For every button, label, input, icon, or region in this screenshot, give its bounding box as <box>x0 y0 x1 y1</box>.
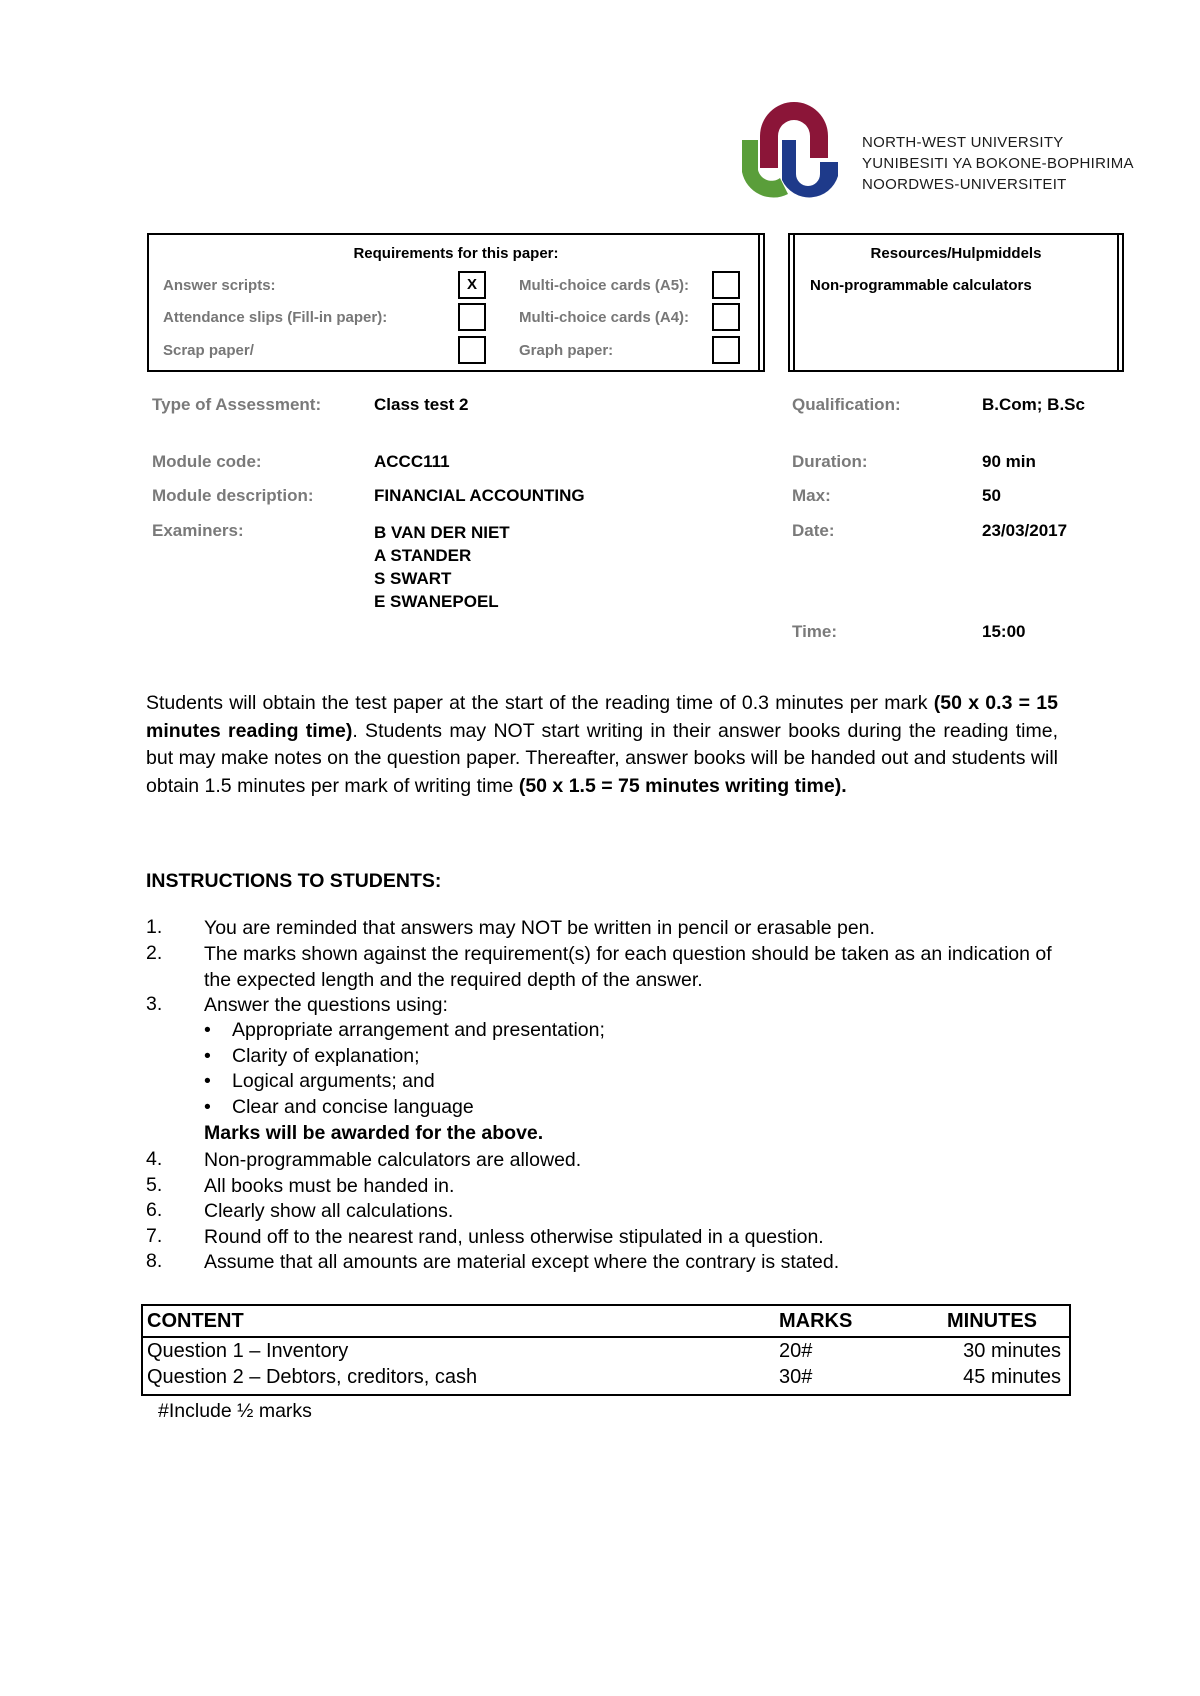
instruction-text: Answer the questions using: <box>204 994 448 1016</box>
bullet-text: Appropriate arrangement and presentation; <box>232 1019 605 1041</box>
module-description-label: Module description: <box>152 486 314 505</box>
req-attendance-checkbox <box>458 303 486 331</box>
examiner-name: E SWANEPOEL <box>374 592 499 611</box>
bullet-icon: • <box>204 1096 211 1118</box>
req-answer-scripts-checkbox: X <box>458 271 486 299</box>
instruction-number: 1. <box>146 916 163 938</box>
req-mc-a4-label: Multi-choice cards (A4): <box>519 309 690 326</box>
instruction-number: 3. <box>146 993 163 1015</box>
type-of-assessment-value: Class test 2 <box>374 395 469 414</box>
intro-text-2: . Students may NOT start writing in their answer books during the reading time, but may make notes on the question paper. Thereafter, answer books will be handed out and students will obtain 1.5 minutes per mark of writing time <box>146 719 1058 797</box>
university-names <box>862 132 1134 195</box>
university-name-tn: YUNIBESITI YA BOKONE-BOPHIRIMA <box>862 155 1134 172</box>
row-marks: 20# <box>779 1340 813 1362</box>
intro-writing-time: (50 x 1.5 = 75 minutes writing time). <box>518 774 847 797</box>
examiner-name: B VAN DER NIET <box>374 523 510 542</box>
max-marks-label: Max: <box>792 486 831 505</box>
bullet-text: Clear and concise language <box>232 1096 474 1118</box>
time-value: 15:00 <box>982 622 1026 641</box>
instruction-text: Assume that all amounts are material except where the contrary is stated. <box>204 1251 840 1273</box>
intro-text-1: Students will obtain the test paper at the start of the reading time of 0.3 minutes per mark <box>146 692 934 714</box>
instruction-number: 4. <box>146 1148 163 1170</box>
duration-label: Duration: <box>792 452 868 471</box>
resources-box <box>788 233 1124 372</box>
bullet-text: Clarity of explanation; <box>232 1045 420 1067</box>
row-content: Question 1 – Inventory <box>147 1340 349 1362</box>
row-marks: 30# <box>779 1366 813 1388</box>
marks-awarded-note: Marks will be awarded for the above. <box>204 1122 544 1144</box>
row-minutes: 45 minutes <box>963 1366 1061 1388</box>
req-graph-paper-checkbox <box>712 336 740 364</box>
instruction-text: Round off to the nearest rand, unless otherwise stipulated in a question. <box>204 1226 824 1248</box>
row-content: Question 2 – Debtors, creditors, cash <box>147 1366 478 1388</box>
instruction-text: You are reminded that answers may NOT be written in pencil or erasable pen. <box>204 917 875 939</box>
examiner-name: S SWART <box>374 569 452 588</box>
bullet-text: Logical arguments; and <box>232 1070 435 1092</box>
examiners-label: Examiners: <box>152 521 244 540</box>
university-logo <box>738 100 850 212</box>
instruction-number: 2. <box>146 942 163 964</box>
university-name-en: NORTH-WEST UNIVERSITY <box>862 134 1064 151</box>
bullet-icon: • <box>204 1070 211 1092</box>
resources-item: Non-programmable calculators <box>810 277 1032 294</box>
header-minutes: MINUTES <box>947 1310 1037 1332</box>
instruction-text: All books must be handed in. <box>204 1175 455 1197</box>
instruction-number: 8. <box>146 1250 163 1272</box>
requirements-box <box>147 233 765 372</box>
date-value: 23/03/2017 <box>982 521 1068 540</box>
header-content: CONTENT <box>147 1310 244 1332</box>
instruction-text: The marks shown against the requirement(s) for each question should be taken as an indication of the expected length and the required depth of the answer. <box>204 943 1052 991</box>
req-mc-a5-checkbox <box>712 271 740 299</box>
req-mc-a5-label: Multi-choice cards (A5): <box>519 277 690 294</box>
intro-reading-time: (50 x 0.3 = 15 minutes reading time) <box>146 692 1058 742</box>
bullet-icon: • <box>204 1019 211 1041</box>
req-scrap-paper-checkbox <box>458 336 486 364</box>
qualification-value: B.Com; B.Sc <box>982 395 1085 414</box>
row-minutes: 30 minutes <box>963 1340 1061 1362</box>
resources-title: Resources/Hulpmiddels <box>870 245 1042 262</box>
req-answer-scripts-label: Answer scripts: <box>163 277 276 294</box>
time-label: Time: <box>792 622 838 641</box>
reading-time-paragraph <box>146 690 1058 800</box>
half-marks-footnote: #Include ½ marks <box>158 1400 312 1422</box>
examiners-list <box>374 521 510 613</box>
instruction-number: 7. <box>146 1225 163 1247</box>
content-table-header <box>143 1306 1069 1338</box>
content-table <box>141 1304 1071 1396</box>
qualification-label: Qualification: <box>792 395 901 414</box>
examiner-name: A STANDER <box>374 546 472 565</box>
max-marks-value: 50 <box>982 486 1001 505</box>
type-of-assessment-label: Type of Assessment: <box>152 395 322 414</box>
university-name-af: NOORDWES-UNIVERSITEIT <box>862 176 1067 193</box>
instruction-number: 6. <box>146 1199 163 1221</box>
instruction-text: Clearly show all calculations. <box>204 1200 454 1222</box>
module-code-value: ACCC111 <box>374 452 450 471</box>
duration-value: 90 min <box>982 452 1036 471</box>
requirements-title: Requirements for this paper: <box>353 245 559 262</box>
instruction-number: 5. <box>146 1174 163 1196</box>
module-description-value: FINANCIAL ACCOUNTING <box>374 486 585 505</box>
module-code-label: Module code: <box>152 452 262 471</box>
instructions-heading: INSTRUCTIONS TO STUDENTS: <box>146 870 442 892</box>
header-marks: MARKS <box>779 1310 853 1332</box>
req-scrap-paper-label: Scrap paper/ <box>163 342 254 359</box>
req-attendance-label: Attendance slips (Fill-in paper): <box>163 309 388 326</box>
req-graph-paper-label: Graph paper: <box>519 342 614 359</box>
bullet-icon: • <box>204 1045 211 1067</box>
instruction-text: Non-programmable calculators are allowed. <box>204 1149 582 1171</box>
date-label: Date: <box>792 521 835 540</box>
req-mc-a4-checkbox <box>712 303 740 331</box>
